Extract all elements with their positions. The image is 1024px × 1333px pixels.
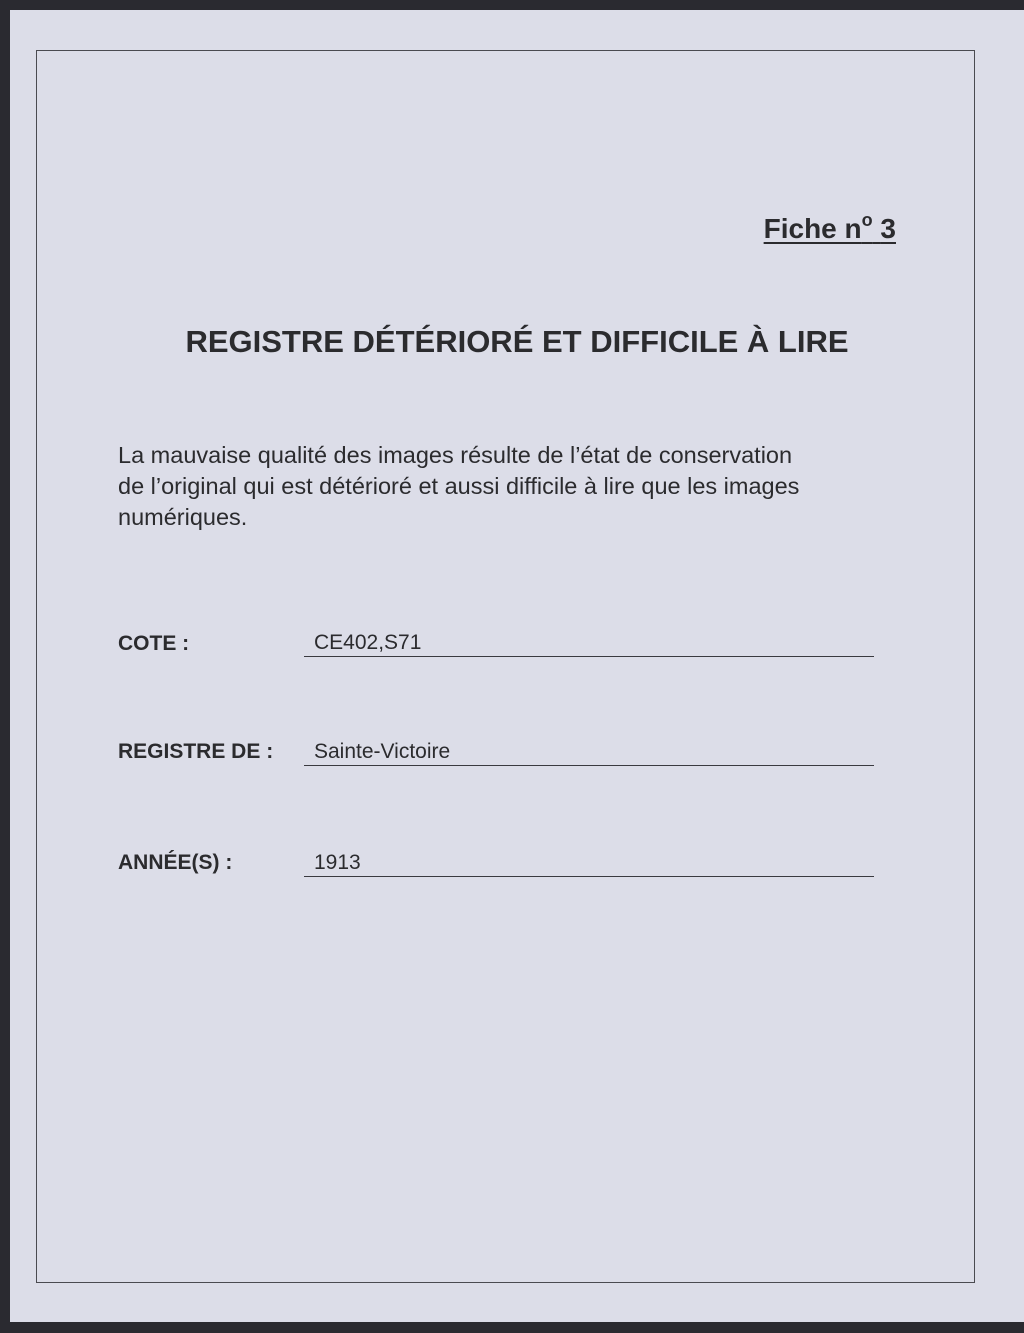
cote-field <box>304 630 874 657</box>
fiche-number-value: 3 <box>880 213 896 244</box>
registre-field <box>304 739 874 766</box>
page-title: REGISTRE DÉTÉRIORÉ ET DIFFICILE À LIRE <box>185 324 849 359</box>
description-line-2: de l’original qui est détérioré et aussi difficile à lire que les images <box>118 473 800 499</box>
registre-value: Sainte-Victoire <box>314 740 451 763</box>
annees-label: ANNÉE(S) : <box>118 851 233 874</box>
fiche-label: Fiche n <box>763 213 862 244</box>
cote-label: COTE : <box>118 632 190 655</box>
annees-value: 1913 <box>314 851 361 874</box>
description-paragraph <box>118 440 908 533</box>
document-sheet <box>10 10 1024 1322</box>
cote-value: CE402,S71 <box>314 631 422 654</box>
annees-field <box>304 850 874 877</box>
description-line-3: numériques. <box>118 504 248 530</box>
registre-label: REGISTRE DE : <box>118 740 274 763</box>
description-line-1: La mauvaise qualité des images résulte de l’état de conservation <box>118 442 793 468</box>
fiche-degree: o <box>861 210 873 230</box>
fiche-number <box>764 210 896 245</box>
